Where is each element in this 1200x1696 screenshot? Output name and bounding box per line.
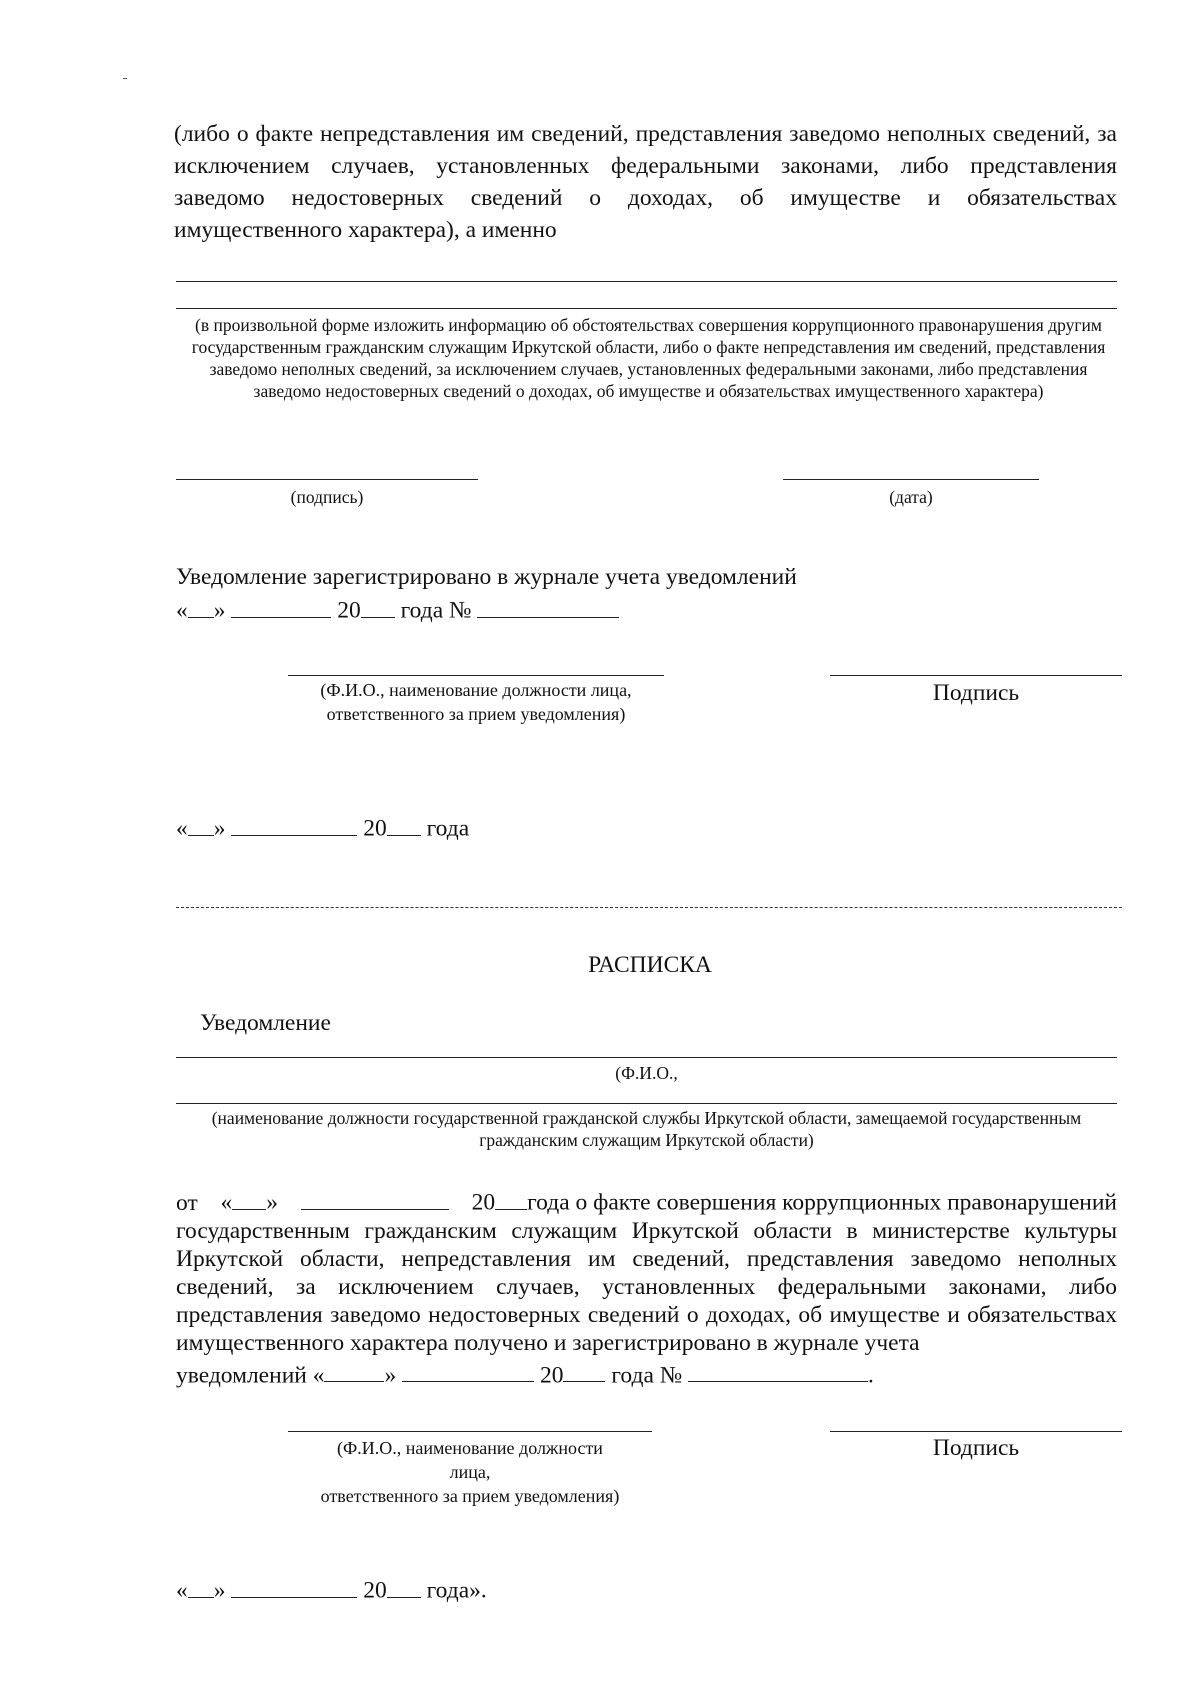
date-caption: (дата) (889, 487, 933, 507)
receipt-body (176, 1184, 1117, 1389)
blank-line-2 (176, 308, 1117, 309)
year-prefix: 20 (471, 1189, 496, 1216)
responsible-signature-label-2: Подпись (932, 1435, 1020, 1461)
fio-caption: (Ф.И.О., (615, 1063, 678, 1083)
close-quote: » (213, 815, 226, 842)
intro-paragraph: (либо о факте непредставления им сведений, представления заведомо неполных сведений, за исключением случаев, установленных федеральными законами, либо представления заведомо недостоверных сведений о доходах, об имуществе и обязательствах имущественного характера), а именно (174, 121, 1117, 243)
instruction-note: (в произвольной форме изложить информацию об обстоятельствах совершения коррупционного правонарушения другим государственным гражданским служащим Иркутской области, либо о факте непредставления им сведений, представления заведомо неполных сведений, за исключением случаев, установленных федеральными законами, либо представления заведомо недостоверных сведений о доходах, об имуществе и обязательствах имущественного характера) (191, 315, 1106, 401)
year-blank (361, 592, 395, 618)
year-blank (387, 810, 421, 836)
month-blank (231, 1572, 357, 1598)
registration-text: Уведомление зарегистрировано в журнале учета уведомлений (176, 564, 797, 590)
responsible-caption-2-line-3: ответственного за прием уведомления) (320, 1486, 620, 1506)
open-quote: « (176, 815, 188, 842)
fio-line (176, 1057, 1117, 1058)
open-quote: « (176, 1577, 188, 1604)
number-blank (688, 1357, 868, 1383)
receipt-notification-label: Уведомление (200, 1010, 331, 1036)
responsible-signature-line-1 (830, 675, 1122, 676)
day-blank (188, 1572, 214, 1598)
month-blank (231, 592, 331, 618)
open-quote: « (312, 1362, 325, 1389)
year-prefix: 20 (363, 815, 387, 842)
signature-caption: (подпись) (290, 487, 364, 507)
responsible-caption-2-line-2: лица, (449, 1462, 491, 1482)
open-quote: « (220, 1189, 233, 1216)
month-blank (301, 1184, 449, 1210)
year-blank (387, 1572, 421, 1598)
signature-line (176, 479, 478, 480)
cut-line (176, 907, 1122, 908)
year-label: года (426, 815, 470, 842)
registration-date-line (176, 592, 619, 626)
close-quote: » (213, 597, 226, 624)
number-blank (477, 592, 619, 618)
responsible-line-2 (288, 1431, 652, 1432)
year-number-label: года № (400, 597, 472, 624)
year-number-label: года № (611, 1362, 683, 1389)
responsible-signature-line-2 (830, 1431, 1122, 1432)
year-prefix: 20 (539, 1362, 564, 1389)
open-quote: « (176, 597, 188, 624)
first-line-tail: года о факте совершения коррупционных правонарушений (527, 1189, 1117, 1216)
last-end: . (868, 1362, 874, 1389)
receipt-last-line (176, 1357, 1117, 1390)
year-label: года». (426, 1577, 487, 1604)
day-blank (188, 810, 214, 836)
close-quote: » (384, 1362, 397, 1389)
close-quote: » (266, 1189, 279, 1216)
receipt-first-line (176, 1184, 1117, 1217)
position-line (176, 1103, 1117, 1104)
responsible-signature-label-1: Подпись (932, 680, 1020, 706)
receipt-title: РАСПИСКА (588, 952, 712, 978)
last-prefix: уведомлений (176, 1362, 307, 1389)
month-blank (402, 1357, 534, 1383)
close-quote: » (213, 1577, 226, 1604)
responsible-caption-2 (288, 1436, 652, 1508)
date-line-1 (176, 810, 469, 844)
responsible-caption-2-line-1: (Ф.И.О., наименование должности (337, 1438, 603, 1458)
from-label: от (176, 1189, 198, 1216)
day-blank (232, 1184, 266, 1210)
responsible-caption-1: (Ф.И.О., наименование должности лица, ответственного за прием уведомления) (320, 680, 632, 724)
date-line-2 (176, 1572, 487, 1606)
year-prefix: 20 (337, 597, 361, 624)
date-line (783, 479, 1039, 480)
scan-mark (123, 78, 127, 79)
day-blank (324, 1357, 384, 1383)
year-prefix: 20 (363, 1577, 387, 1604)
month-blank (231, 810, 357, 836)
responsible-line-1 (288, 675, 664, 676)
year-blank (563, 1357, 605, 1383)
day-blank (188, 592, 214, 618)
position-caption: (наименование должности государственной гражданской службы Иркутской области, замещаемой государственным гражданским служащим Иркутской области) (211, 1108, 1082, 1150)
receipt-body-text: государственным гражданским служащим Иркутской области в министерстве культуры Иркутской области, непредставления им сведений, представления заведомо неполных сведений, за исключением случаев, установленных федеральными законами, либо представления заведомо недостоверных сведений о доходах, об имуществе и обязательствах имущественного характера получено и зарегистрировано в журнале учета (176, 1217, 1117, 1356)
year-blank (495, 1184, 527, 1210)
blank-line-1 (176, 281, 1117, 282)
